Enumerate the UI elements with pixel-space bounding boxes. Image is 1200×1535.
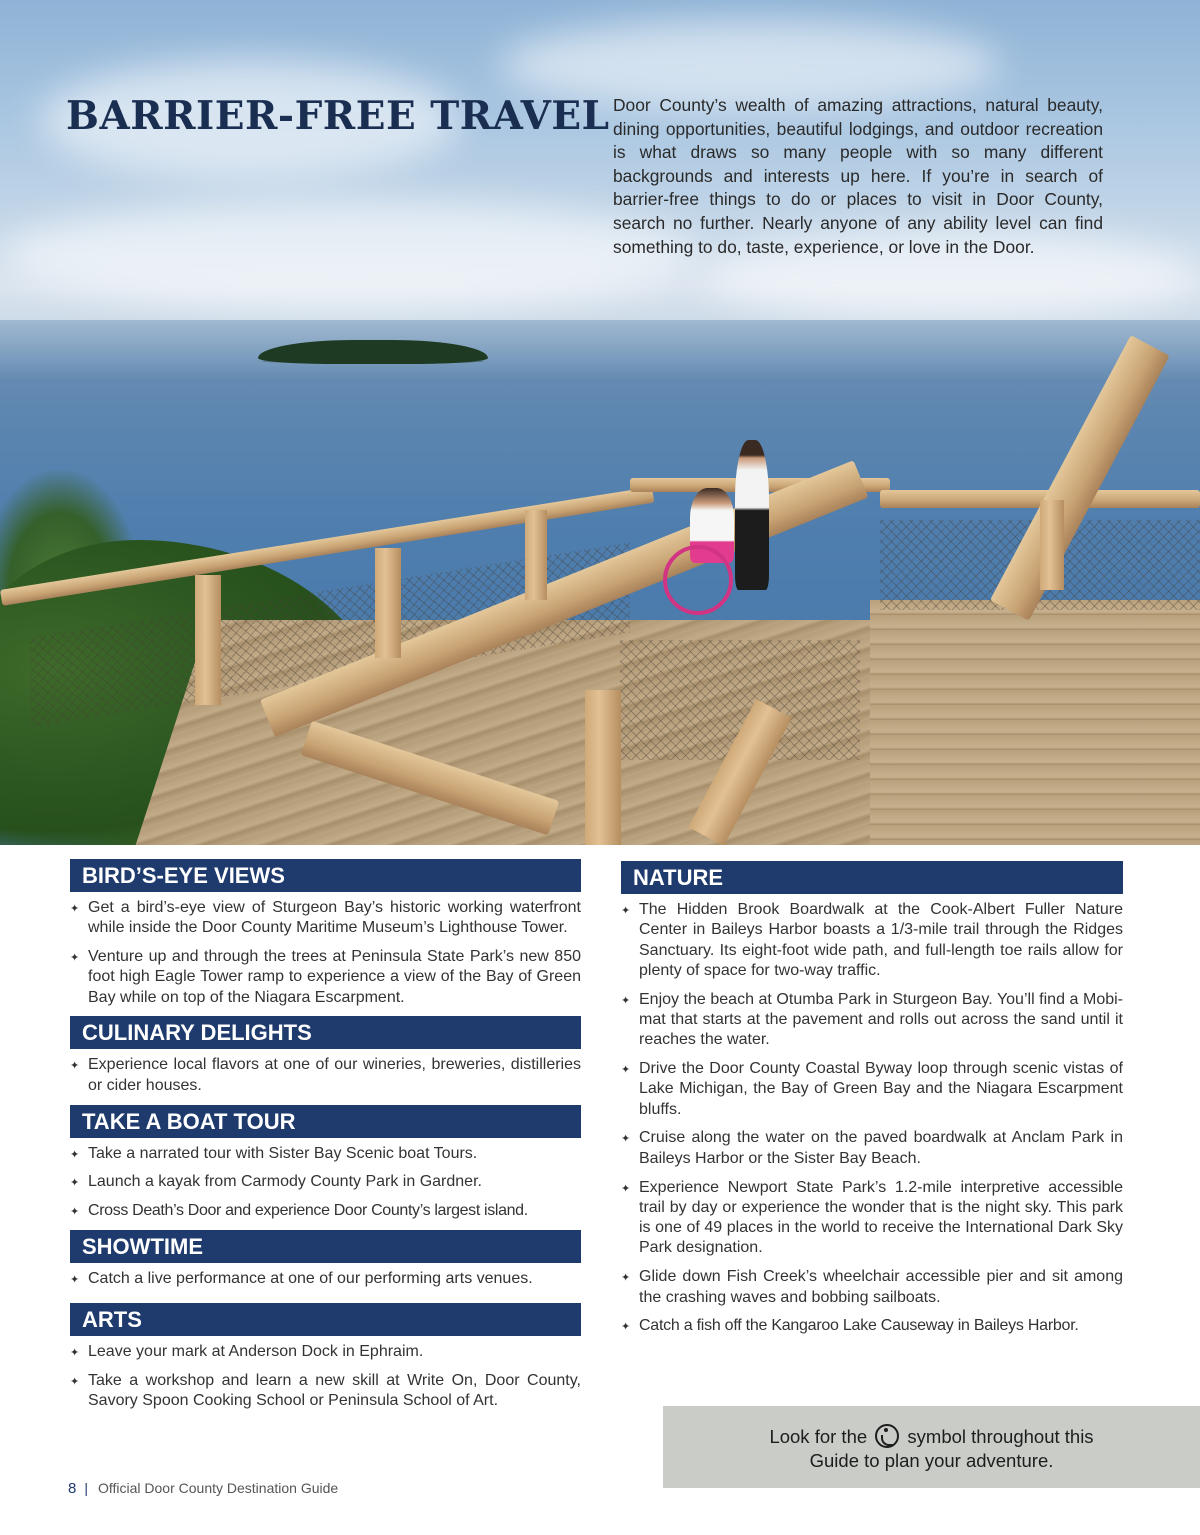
boardwalk-deck-right (870, 600, 1200, 845)
section-heading: ARTS (70, 1303, 581, 1336)
star-bullet-icon: ✦ (621, 1321, 630, 1334)
list-item-text: Cruise along the water on the paved boardwalk at Anclam Park in Baileys Harbor or the Sister Bay Beach. (639, 1129, 1123, 1167)
page-title: BARRIER-FREE TRAVEL (66, 93, 610, 139)
list-item-text: Experience local flavors at one of our wineries, breweries, distilleries or cider houses. (88, 1056, 581, 1094)
left-column (70, 859, 581, 1420)
item-list (70, 1138, 581, 1222)
list-item (70, 1144, 581, 1164)
list-item (70, 1201, 581, 1221)
list-item-text: Enjoy the beach at Otumba Park in Sturgeon Bay. You’ll find a Mobi-mat that starts at the pavement and rolls out across the sand until it reaches the water. (639, 990, 1123, 1049)
section-heading: NATURE (621, 861, 1123, 894)
star-bullet-icon: ✦ (621, 994, 631, 1007)
list-item (70, 1172, 581, 1192)
list-item (621, 990, 1123, 1051)
list-item-text: Experience Newport State Park’s 1.2-mile interpretive accessible trail by day or experience the wonder that is the night sky. This park is one of 49 places in the world to receive the International Dark Sky Park designation. (639, 1178, 1123, 1257)
section-nature (621, 861, 1123, 1337)
star-bullet-icon: ✦ (70, 1376, 80, 1389)
section-take-a-boat-tour (70, 1105, 581, 1222)
star-bullet-icon: ✦ (70, 1206, 79, 1219)
list-item-text: Glide down Fish Creek’s wheelchair accessible pier and sit among the crashing waves and bobbing sailboats. (639, 1268, 1123, 1306)
section-heading: BIRD’S-EYE VIEWS (70, 859, 581, 892)
star-bullet-icon: ✦ (70, 1273, 80, 1286)
section-birds-eye-views (70, 859, 581, 1008)
section-arts (70, 1303, 581, 1411)
callout-text: Look for the (769, 1426, 868, 1447)
wheelchair-accessible-icon (875, 1424, 899, 1448)
callout-text: symbol throughout this (907, 1426, 1094, 1447)
railing-post (1040, 500, 1064, 590)
page-footer (68, 1480, 338, 1497)
wheelchair-wheel (663, 545, 733, 615)
cloud (0, 200, 700, 310)
section-heading: SHOWTIME (70, 1230, 581, 1263)
item-list (70, 1336, 581, 1411)
star-bullet-icon: ✦ (70, 903, 80, 915)
right-column (621, 861, 1123, 1345)
list-item-text: Launch a kayak from Carmody County Park in Gardner. (88, 1173, 482, 1191)
section-showtime (70, 1230, 581, 1289)
star-bullet-icon: ✦ (621, 1182, 631, 1195)
list-item-text: Drive the Door County Coastal Byway loop through scenic vistas of Lake Michigan, the Bay of Green Bay and the Niagara Escarpment bluffs. (639, 1060, 1123, 1118)
list-item-text: Cross Death’s Door and experience Door County’s largest island. (88, 1202, 528, 1220)
list-item-text: Catch a live performance at one of our performing arts venues. (88, 1269, 533, 1287)
list-item (621, 1128, 1123, 1169)
item-list (70, 892, 581, 1008)
horizon-haze (0, 320, 1200, 380)
list-item (70, 1055, 581, 1096)
list-item-text: Take a workshop and learn a new skill at Write On, Door County, Savory Spoon Cooking School or Peninsula School of Art. (88, 1372, 581, 1410)
list-item-text: Venture up and through the trees at Peninsula State Park’s new 850 foot high Eagle Tower ramp to experience a view of the Bay of Green Bay while on top of the Niagara Escarpment. (88, 948, 581, 1006)
star-bullet-icon: ✦ (621, 1272, 631, 1285)
railing-post (585, 690, 621, 845)
list-item-text: The Hidden Brook Boardwalk at the Cook-Albert Fuller Nature Center in Baileys Harbor boasts a 1/3-mile trail through the Ridges Sanctuary. Its eight-foot wide path, and full-length toe rails allow for plenty of space for two-way traffic. (639, 901, 1123, 979)
callout-line-1 (663, 1424, 1200, 1449)
railing-post (195, 575, 221, 705)
railing-post (375, 548, 401, 658)
list-item (621, 1178, 1123, 1259)
star-bullet-icon: ✦ (70, 1148, 80, 1161)
footer-separator: | (84, 1480, 88, 1496)
list-item-text: Catch a fish off the Kangaroo Lake Causeway in Baileys Harbor. (639, 1317, 1079, 1335)
island (258, 340, 488, 364)
section-culinary-delights (70, 1016, 581, 1096)
list-item (621, 1316, 1123, 1336)
list-item-text: Get a bird’s-eye view of Sturgeon Bay’s historic working waterfront while inside the Door County Maritime Museum’s Lighthouse Tower. (88, 899, 581, 937)
callout-line-2: Guide to plan your adventure. (809, 1449, 1054, 1471)
list-item-text: Take a narrated tour with Sister Bay Scenic boat Tours. (88, 1144, 478, 1162)
item-list (70, 1049, 581, 1096)
publication-name: Official Door County Destination Guide (97, 1480, 339, 1496)
section-heading: CULINARY DELIGHTS (70, 1016, 581, 1049)
item-list (70, 1263, 581, 1289)
item-list (621, 894, 1123, 1337)
intro-paragraph: Door County’s wealth of amazing attractions, natural beauty, dining opportunities, beautiful lodgings, and outdoor recreation is what draws so many people with so many different backgrounds and interests up here. If you’re in search of barrier-free things to do or places to visit in Door County, search no further. Nearly anyone of any ability level can find something to do, taste, experience, or love in the Door. (613, 95, 1103, 257)
star-bullet-icon: ✦ (70, 1347, 80, 1360)
railing-post (525, 510, 547, 600)
list-item (621, 1059, 1123, 1120)
star-bullet-icon: ✦ (70, 1177, 80, 1190)
section-heading: TAKE A BOAT TOUR (70, 1105, 581, 1138)
accessibility-callout (663, 1406, 1200, 1488)
star-bullet-icon: ✦ (70, 952, 80, 965)
list-item (70, 1342, 581, 1362)
star-bullet-icon: ✦ (70, 1060, 80, 1073)
star-bullet-icon: ✦ (621, 905, 631, 917)
standing-person (735, 440, 769, 590)
list-item (621, 900, 1123, 981)
list-item (70, 947, 581, 1008)
list-item (70, 1269, 581, 1289)
star-bullet-icon: ✦ (621, 1133, 631, 1146)
page-number: 8 (68, 1480, 77, 1497)
star-bullet-icon: ✦ (621, 1064, 631, 1077)
list-item (70, 1371, 581, 1412)
list-item (621, 1267, 1123, 1308)
list-item (70, 898, 581, 939)
list-item-text: Leave your mark at Anderson Dock in Ephraim. (88, 1343, 424, 1361)
